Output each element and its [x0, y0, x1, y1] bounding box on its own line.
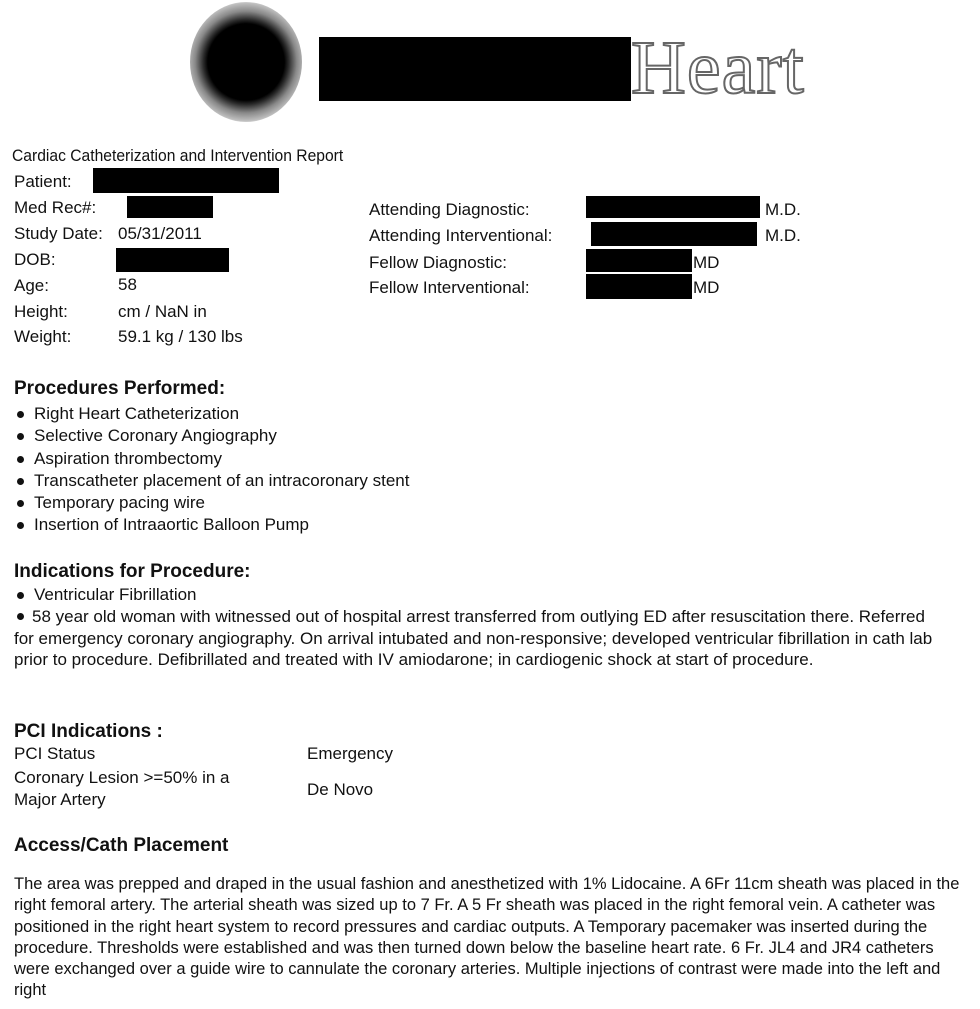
fellow-interventional-label: Fellow Interventional: [369, 278, 530, 297]
procedures-heading: Procedures Performed: [14, 378, 226, 399]
attending-diagnostic-suffix: M.D. [765, 200, 801, 219]
redacted-hospital-name [319, 37, 631, 101]
redacted-dob [116, 248, 229, 272]
report-title: Cardiac Catheterization and Intervention Report [12, 146, 344, 165]
list-item: Right Heart Catheterization [14, 403, 409, 425]
dob-label: DOB: [14, 250, 56, 269]
list-item: Temporary pacing wire [14, 492, 409, 514]
list-item: Ventricular Fibrillation [14, 584, 197, 606]
pci-lesion-label: Coronary Lesion >=50% in a Major Artery [14, 768, 230, 809]
pci-heading: PCI Indications : [14, 721, 163, 742]
list-item: Transcatheter placement of an intracoronary stent [14, 470, 409, 492]
hospital-logo-icon [190, 2, 302, 122]
study-date-value: 05/31/2011 [118, 224, 202, 243]
bullet-icon [17, 613, 24, 620]
height-value: cm / NaN in [118, 302, 207, 321]
list-item: Insertion of Intraaortic Balloon Pump [14, 514, 409, 536]
age-value: 58 [118, 275, 137, 294]
attending-interventional-suffix: M.D. [765, 226, 801, 245]
indications-heading: Indications for Procedure: [14, 561, 251, 582]
list-item: Selective Coronary Angiography [14, 425, 409, 447]
fellow-interventional-suffix: MD [693, 278, 720, 297]
height-label: Height: [14, 302, 68, 321]
redacted-attending-interventional [591, 222, 757, 246]
patient-label: Patient: [14, 172, 72, 191]
weight-value: 59.1 kg / 130 lbs [118, 327, 243, 346]
pci-status-value: Emergency [307, 744, 393, 763]
redacted-fellow-diagnostic [586, 249, 692, 272]
indication-narrative-text: 58 year old woman with witnessed out of hospital arrest transferred from outlying ED after resuscitation there. Referred for emergency coronary angiography. On arrival intubated and non-responsive; developed ventricular fibrillation in cath lab prior to procedure. Defibrillated and treated with IV amiodarone; in cardiogenic shock at start of procedure. [14, 607, 933, 669]
age-label: Age: [14, 276, 49, 295]
access-heading: Access/Cath Placement [14, 835, 229, 856]
attending-interventional-label: Attending Interventional: [369, 226, 553, 245]
attending-diagnostic-label: Attending Diagnostic: [369, 200, 530, 219]
logo-word: Heart [631, 26, 805, 110]
redacted-fellow-interventional [586, 274, 692, 299]
list-item: Aspiration thrombectomy [14, 448, 409, 470]
indications-list [14, 584, 197, 606]
redacted-attending-diagnostic [586, 196, 760, 218]
medrec-label: Med Rec#: [14, 198, 97, 217]
redacted-medrec [127, 196, 213, 218]
weight-label: Weight: [14, 327, 72, 346]
procedures-list [14, 403, 409, 537]
redacted-patient-name [93, 168, 279, 193]
study-date-label: Study Date: [14, 224, 103, 243]
pci-lesion-value: De Novo [307, 780, 374, 799]
fellow-diagnostic-label: Fellow Diagnostic: [369, 253, 507, 272]
fellow-diagnostic-suffix: MD [693, 253, 720, 272]
pci-status-label: PCI Status [14, 744, 96, 763]
indication-narrative [14, 606, 944, 671]
access-text: The area was prepped and draped in the usual fashion and anesthetized with 1% Lidocaine. A 6Fr 11cm sheath was placed in the right femoral artery. The arterial sheath was sized up to 7 Fr. A 5 Fr sheath was placed in the right femoral vein. A catheter was positioned in the right heart system to record pressures and cardiac outputs. A Temporary pacemaker was inserted during the procedure. Thresholds were established and was then turned down below the baseline heart rate. 6 Fr. JL4 and JR4 catheters were exchanged over a guide wire to cannulate the coronary arteries. Multiple injections of contrast were made into the left and right [14, 875, 960, 1000]
